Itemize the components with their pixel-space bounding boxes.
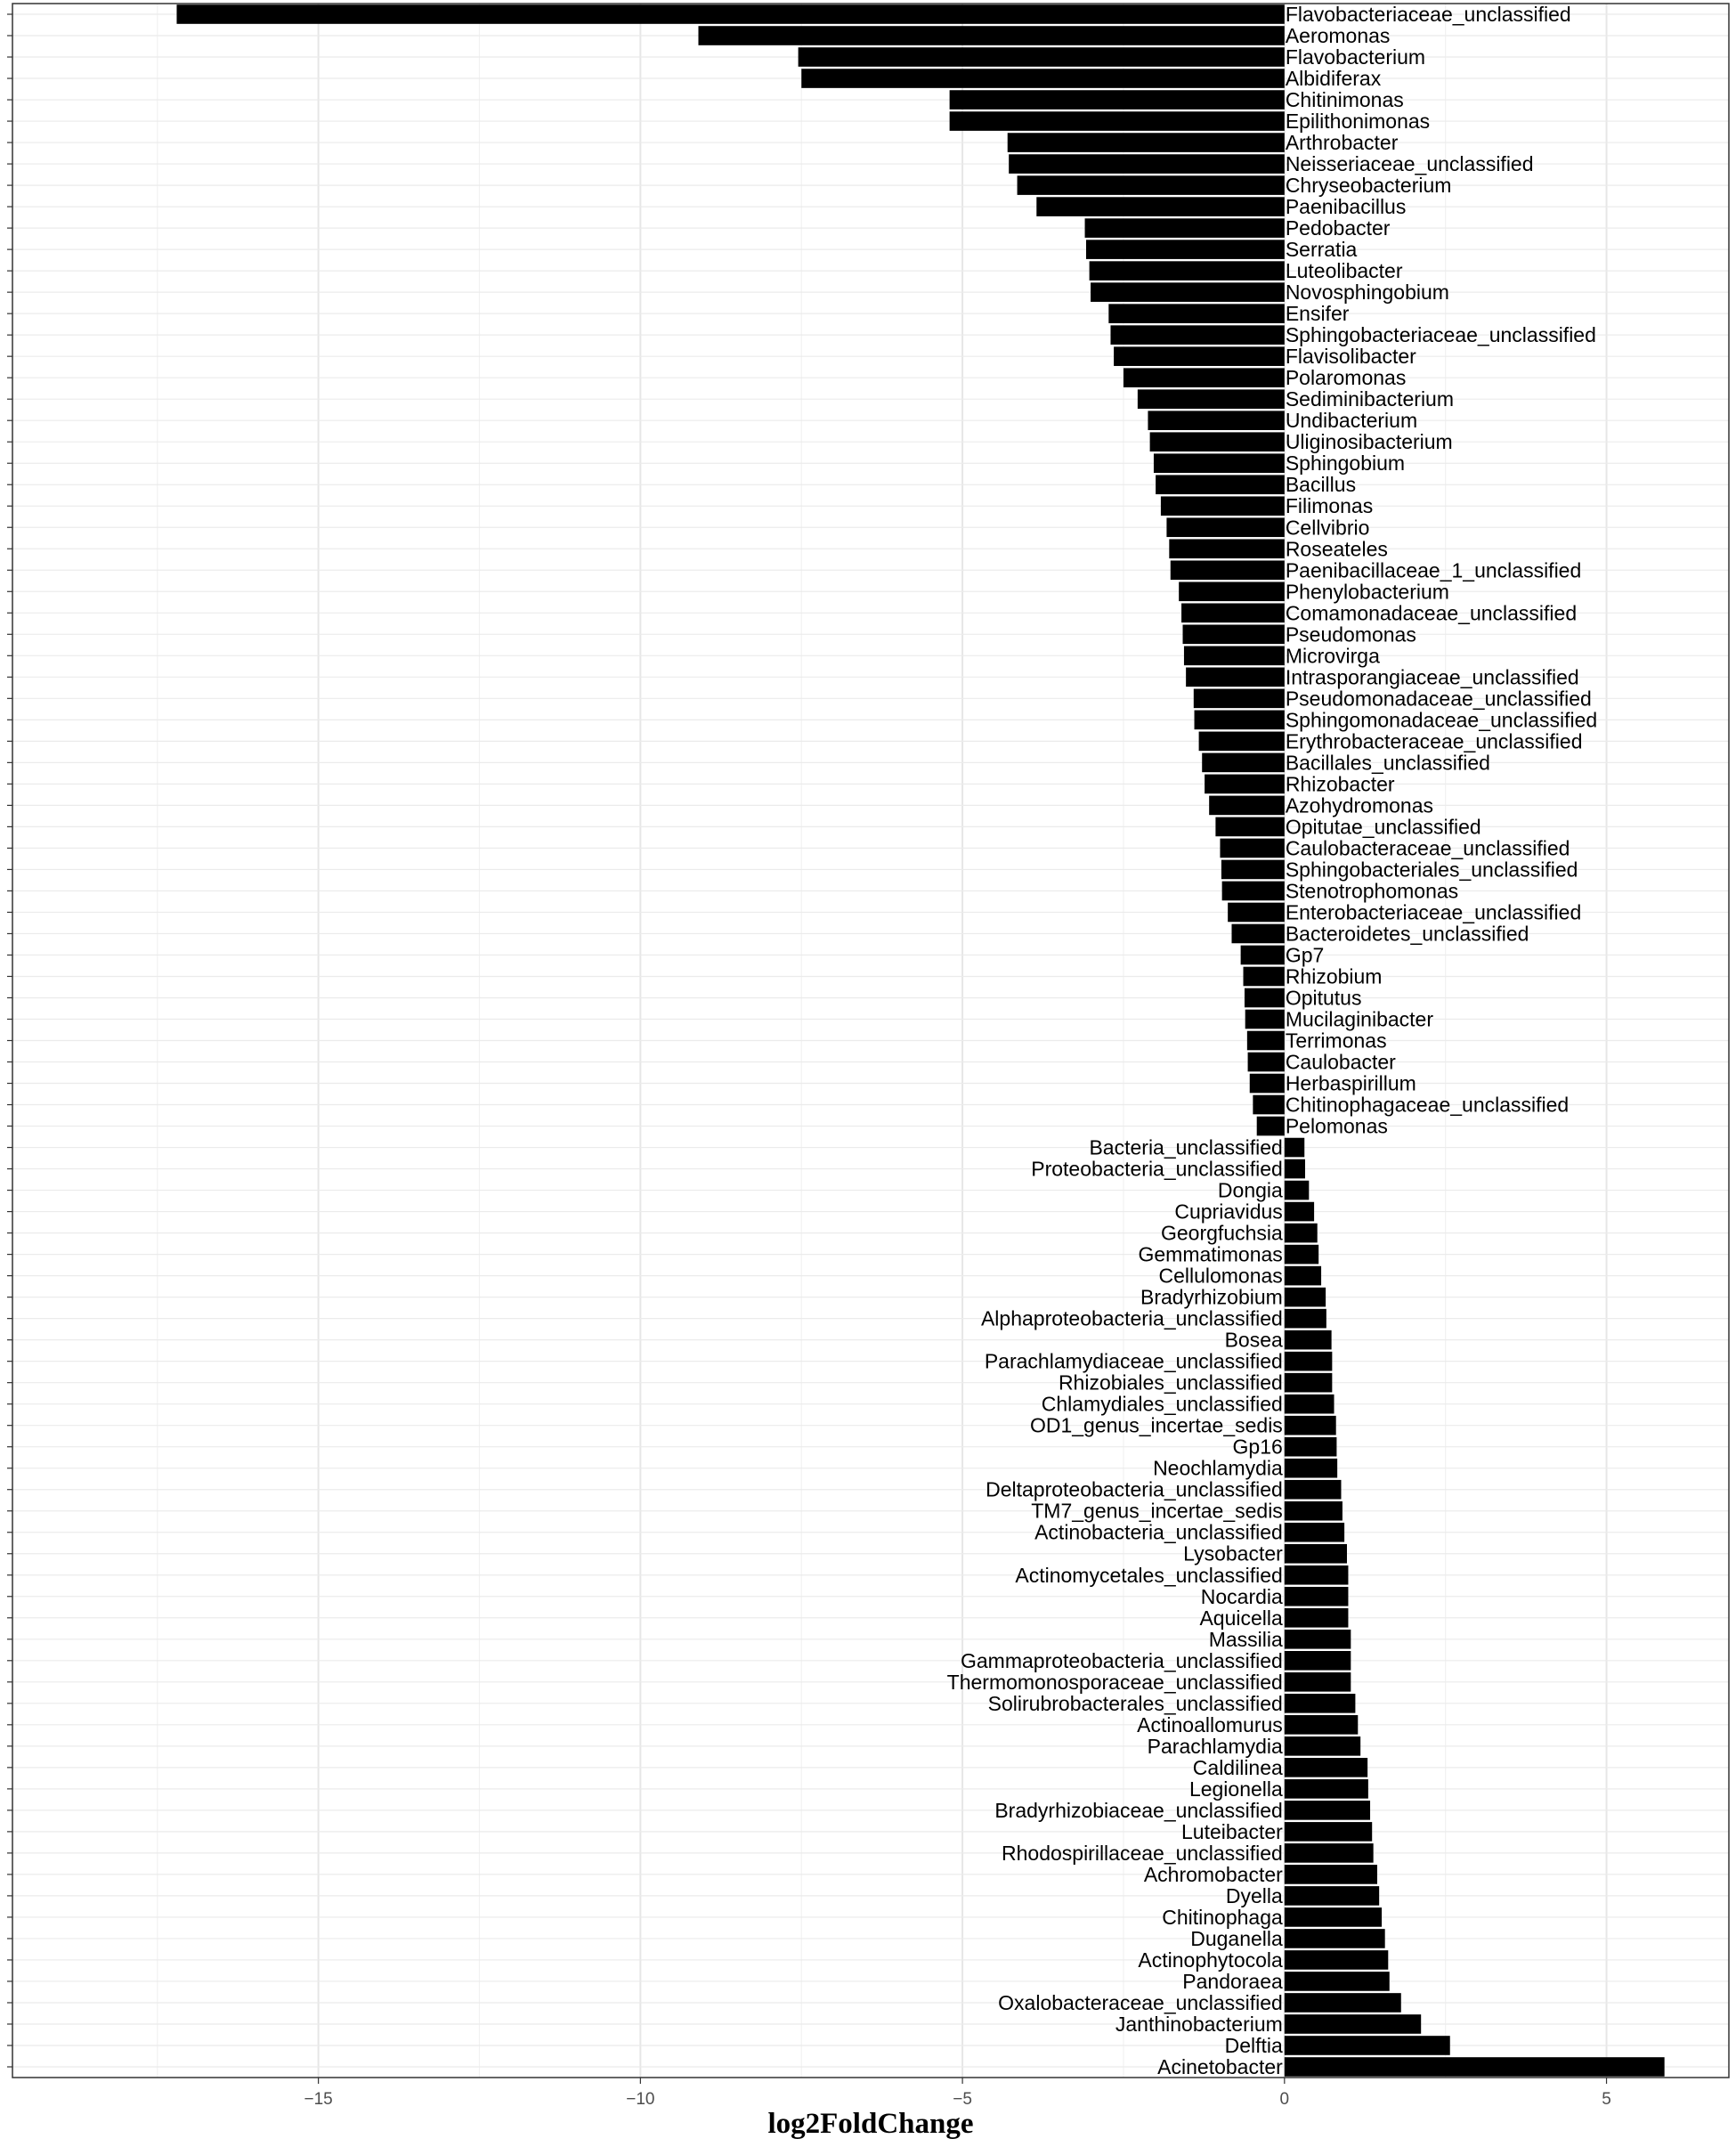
x-tick-label: 0: [1279, 2090, 1290, 2109]
bar-TM7_genus_incertae_sedis: [1285, 1501, 1343, 1521]
bar-Bradyrhizobiaceae_unclassified: [1285, 1801, 1370, 1820]
category-label: Intrasporangiaceae_unclassified: [1285, 665, 1579, 689]
bar-Acinetobacter: [1285, 2057, 1665, 2077]
category-label: Luteibacter: [1181, 1819, 1283, 1843]
category-label: Bacteria_unclassified: [1089, 1135, 1283, 1159]
bar-Cupriavidus: [1285, 1202, 1314, 1222]
category-label: Novosphingobium: [1285, 281, 1449, 305]
category-label: Dongia: [1217, 1178, 1283, 1202]
bar-Pseudomonas: [1183, 624, 1285, 644]
category-label: Actinobacteria_unclassified: [1034, 1520, 1283, 1544]
bar-Bacteria_unclassified: [1285, 1138, 1304, 1158]
bar-Serratia: [1086, 240, 1285, 259]
bar-Caulobacter: [1248, 1053, 1285, 1072]
bar-Rhodospirillaceae_unclassified: [1285, 1843, 1374, 1863]
category-label: Georgfuchsia: [1161, 1221, 1283, 1245]
bar-Luteibacter: [1285, 1822, 1372, 1842]
category-label: Actinophytocola: [1138, 1948, 1283, 1972]
bar-Neisseriaceae_unclassified: [1009, 154, 1285, 174]
bar-Arthrobacter: [1008, 133, 1285, 152]
bar-Paenibacillaceae_1_unclassified: [1171, 560, 1285, 580]
bar-Chlamydiales_unclassified: [1285, 1395, 1334, 1414]
bar-Chitinophaga: [1285, 1907, 1382, 1927]
bar-Chitinimonas: [950, 90, 1285, 110]
bar-Caldilinea: [1285, 1758, 1367, 1777]
bar-Dyella: [1285, 1886, 1379, 1906]
bar-Delftia: [1285, 2036, 1450, 2055]
category-label: Opitutae_unclassified: [1285, 815, 1481, 839]
category-label: Enterobacteriaceae_unclassified: [1285, 900, 1582, 924]
bar-Sediminibacterium: [1138, 389, 1285, 409]
bar-Oxalobacteraceae_unclassified: [1285, 1993, 1401, 2013]
category-label: Sphingobacteriales_unclassified: [1285, 858, 1578, 882]
category-label: Ensifer: [1285, 302, 1350, 326]
bar-Roseateles: [1169, 539, 1284, 558]
category-label: Cellulomonas: [1158, 1264, 1283, 1288]
bar-Novosphingobium: [1091, 282, 1285, 302]
bar-Phenylobacterium: [1179, 581, 1285, 601]
bar-Aquicella: [1285, 1608, 1349, 1628]
category-label: Aquicella: [1199, 1606, 1283, 1630]
category-label: Azohydromonas: [1285, 793, 1434, 817]
category-label: Parachlamydiaceae_unclassified: [984, 1349, 1283, 1373]
category-label: Acinetobacter: [1157, 2054, 1283, 2078]
category-label: Gemmatimonas: [1138, 1242, 1283, 1266]
bar-Aeromonas: [698, 26, 1284, 45]
category-label: Caldilinea: [1192, 1755, 1283, 1779]
bar-Epilithonimonas: [950, 111, 1285, 131]
bar-Gammaproteobacteria_unclassified: [1285, 1651, 1351, 1671]
category-label: Actinomycetales_unclassified: [1015, 1563, 1283, 1587]
bar-Parachlamydiaceae_unclassified: [1285, 1352, 1333, 1371]
bar-Herbaspirillum: [1250, 1074, 1285, 1094]
bar-Actinomycetales_unclassified: [1285, 1566, 1349, 1585]
category-label: Gp7: [1285, 943, 1325, 967]
category-label: Parachlamydia: [1147, 1734, 1283, 1758]
x-tick-label: 5: [1602, 2090, 1611, 2109]
category-label: Neisseriaceae_unclassified: [1285, 152, 1534, 176]
bar-Sphingobacteriaceae_unclassified: [1110, 325, 1284, 345]
category-label: Pelomonas: [1285, 1114, 1388, 1138]
bar-Opitutus: [1245, 988, 1285, 1008]
bar-Caulobacteraceae_unclassified: [1220, 839, 1284, 858]
category-label: Actinoallomurus: [1137, 1712, 1283, 1736]
category-label: TM7_genus_incertae_sedis: [1031, 1499, 1283, 1523]
category-label: Chitinophaga: [1162, 1905, 1283, 1929]
category-label: Alphaproteobacteria_unclassified: [980, 1306, 1283, 1330]
category-label: Bacillus: [1285, 473, 1357, 497]
x-tick-label: −10: [626, 2090, 655, 2109]
category-label: Undibacterium: [1285, 409, 1418, 433]
bar-Bradyrhizobium: [1285, 1288, 1326, 1307]
bar-Comamonadaceae_unclassified: [1181, 603, 1285, 622]
bar-Achromobacter: [1285, 1865, 1377, 1884]
category-label: Comamonadaceae_unclassified: [1285, 601, 1578, 625]
category-label: Nocardia: [1200, 1584, 1283, 1608]
bar-Cellvibrio: [1166, 517, 1284, 537]
bar-Pelomonas: [1257, 1117, 1285, 1136]
category-label: Filimonas: [1285, 494, 1374, 518]
category-label: Duganella: [1190, 1926, 1283, 1950]
category-label: Rhodospirillaceae_unclassified: [1002, 1841, 1283, 1865]
bar-Proteobacteria_unclassified: [1285, 1159, 1305, 1179]
bar-Solirubrobacterales_unclassified: [1285, 1694, 1356, 1713]
category-label: Rhizobium: [1285, 964, 1383, 988]
bar-Duganella: [1285, 1929, 1385, 1948]
category-label: Gp16: [1232, 1435, 1283, 1459]
category-label: Caulobacter: [1285, 1050, 1396, 1074]
category-label: Herbaspirillum: [1285, 1071, 1416, 1095]
category-label: Rhizobacter: [1285, 772, 1395, 796]
category-label: Pandoraea: [1182, 1969, 1283, 1993]
category-label: Proteobacteria_unclassified: [1031, 1157, 1283, 1181]
category-label: Sphingobacteriaceae_unclassified: [1285, 323, 1596, 347]
bar-Dongia: [1285, 1181, 1309, 1200]
category-label: Opitutus: [1285, 986, 1362, 1010]
bar-Georgfuchsia: [1285, 1224, 1318, 1243]
category-label: Neochlamydia: [1153, 1456, 1283, 1480]
bar-Actinobacteria_unclassified: [1285, 1523, 1344, 1542]
category-label: Erythrobacteraceae_unclassified: [1285, 729, 1583, 753]
bar-Thermomonosporaceae_unclassified: [1285, 1672, 1351, 1692]
bar-Pandoraea: [1285, 1972, 1390, 1991]
category-label: Microvirga: [1285, 644, 1380, 668]
category-label: Solirubrobacterales_unclassified: [987, 1691, 1283, 1715]
bar-Gemmatimonas: [1285, 1245, 1318, 1265]
category-label: Oxalobacteraceae_unclassified: [998, 1990, 1283, 2014]
bar-Actinophytocola: [1285, 1950, 1388, 1970]
bar-Actinoallomurus: [1285, 1715, 1358, 1735]
category-label: Paenibacillaceae_1_unclassified: [1285, 558, 1582, 582]
category-label: Pseudomonadaceae_unclassified: [1285, 687, 1592, 711]
bar-Flavobacterium: [799, 47, 1285, 67]
bar-Luteolibacter: [1090, 261, 1285, 281]
category-label: Sphingobium: [1285, 451, 1406, 476]
bar-Gp7: [1241, 946, 1285, 965]
category-label: Deltaproteobacteria_unclassified: [986, 1477, 1283, 1501]
bar-Filimonas: [1161, 496, 1285, 516]
category-label: Sediminibacterium: [1285, 387, 1455, 411]
bar-Bacteroidetes_unclassified: [1231, 924, 1284, 944]
category-label: Flavobacteriaceae_unclassified: [1285, 3, 1571, 27]
bar-Deltaproteobacteria_unclassified: [1285, 1480, 1342, 1500]
bar-Janthinobacterium: [1285, 2014, 1421, 2034]
category-label: Cellvibrio: [1285, 516, 1370, 540]
category-label: Uliginosibacterium: [1285, 430, 1453, 454]
bar-Rhizobiales_unclassified: [1285, 1373, 1333, 1393]
bar-Bacillus: [1156, 475, 1285, 494]
bar-Rhizobacter: [1205, 775, 1285, 794]
category-label: Flavobacterium: [1285, 45, 1426, 69]
category-label: Bosea: [1224, 1328, 1283, 1352]
category-label: Delftia: [1224, 2033, 1283, 2057]
bar-Bacillales_unclassified: [1202, 753, 1285, 773]
bar-Azohydromonas: [1209, 796, 1285, 816]
category-label: Phenylobacterium: [1285, 580, 1449, 604]
category-label: Arthrobacter: [1285, 131, 1399, 155]
bar-Chryseobacterium: [1018, 175, 1285, 195]
category-label: Thermomonosporaceae_unclassified: [946, 1670, 1283, 1694]
bar-Rhizobium: [1244, 967, 1285, 987]
bar-Legionella: [1285, 1779, 1368, 1799]
bar-Intrasporangiaceae_unclassified: [1186, 668, 1285, 687]
bar-Sphingomonadaceae_unclassified: [1195, 711, 1285, 730]
category-label: Lysobacter: [1183, 1541, 1283, 1566]
bar-Opitutae_unclassified: [1215, 817, 1284, 837]
category-label: Bacillales_unclassified: [1285, 751, 1490, 775]
category-label: Gammaproteobacteria_unclassified: [961, 1648, 1283, 1672]
bar-Massilia: [1285, 1630, 1351, 1649]
bar-Pedobacter: [1085, 218, 1285, 238]
bar-Uliginosibacterium: [1150, 432, 1285, 451]
category-label: Terrimonas: [1285, 1029, 1387, 1053]
bar-Nocardia: [1285, 1587, 1349, 1606]
category-label: Legionella: [1188, 1777, 1283, 1801]
category-label: Achromobacter: [1143, 1862, 1283, 1886]
grid-layer: [12, 4, 1729, 2078]
category-label: OD1_genus_incertae_sedis: [1029, 1413, 1283, 1437]
category-label: Janthinobacterium: [1115, 2012, 1283, 2036]
bar-Flavisolibacter: [1114, 346, 1285, 366]
bar-Gp16: [1285, 1437, 1337, 1457]
x-axis-title: log2FoldChange: [767, 2108, 974, 2140]
bar-Sphingobium: [1154, 453, 1285, 473]
category-label: Roseateles: [1285, 537, 1388, 561]
category-label: Serratia: [1285, 238, 1358, 262]
category-label: Aeromonas: [1285, 24, 1391, 48]
bar-Bosea: [1285, 1330, 1332, 1350]
category-label: Caulobacteraceae_unclassified: [1285, 836, 1570, 860]
bar-Erythrobacteraceae_unclassified: [1199, 732, 1285, 752]
x-tick-label: −15: [304, 2090, 333, 2109]
category-label: Mucilaginibacter: [1285, 1007, 1434, 1031]
bar-Alphaproteobacteria_unclassified: [1285, 1309, 1326, 1329]
category-label: Chryseobacterium: [1285, 174, 1452, 198]
category-label: Bradyrhizobiaceae_unclassified: [994, 1798, 1283, 1822]
category-label: Pseudomonas: [1285, 622, 1416, 647]
category-label: Albidiferax: [1285, 67, 1382, 91]
category-label: Rhizobiales_unclassified: [1058, 1370, 1283, 1395]
category-label: Paenibacillus: [1285, 195, 1407, 219]
category-label: Chlamydiales_unclassified: [1041, 1392, 1283, 1416]
bar-Lysobacter: [1285, 1544, 1347, 1564]
x-tick-label: −5: [953, 2090, 972, 2109]
bar-Undibacterium: [1148, 411, 1284, 430]
bar-Polaromonas: [1124, 368, 1285, 387]
category-label: Polaromonas: [1285, 366, 1407, 390]
category-label: Massilia: [1208, 1627, 1283, 1651]
bar-Enterobacteriaceae_unclassified: [1228, 903, 1285, 923]
bar-Cellulomonas: [1285, 1266, 1321, 1286]
category-label: Pedobacter: [1285, 216, 1391, 240]
bar-Ensifer: [1108, 304, 1285, 323]
bar-Pseudomonadaceae_unclassified: [1194, 689, 1285, 709]
bar-Neochlamydia: [1285, 1459, 1337, 1478]
category-label: Luteolibacter: [1285, 259, 1403, 283]
bar-Terrimonas: [1247, 1031, 1285, 1051]
category-label: Flavisolibacter: [1285, 345, 1416, 369]
bar-Stenotrophomonas: [1222, 882, 1285, 901]
category-label: Chitinophagaceae_unclassified: [1285, 1093, 1570, 1117]
category-label: Sphingomonadaceae_unclassified: [1285, 708, 1598, 732]
bar-Parachlamydia: [1285, 1736, 1360, 1756]
bar-Albidiferax: [801, 69, 1285, 88]
bar-Paenibacillus: [1036, 197, 1285, 216]
bar-OD1_genus_incertae_sedis: [1285, 1416, 1336, 1435]
bar-Microvirga: [1184, 647, 1285, 666]
category-label: Bacteroidetes_unclassified: [1285, 922, 1529, 946]
category-label: Dyella: [1225, 1883, 1283, 1907]
category-label: Bradyrhizobium: [1140, 1285, 1283, 1309]
bar-Chitinophagaceae_unclassified: [1253, 1095, 1284, 1115]
category-label: Cupriavidus: [1174, 1200, 1283, 1224]
bar-Flavobacteriaceae_unclassified: [176, 4, 1284, 24]
category-label: Chitinimonas: [1285, 88, 1404, 112]
category-label: Stenotrophomonas: [1285, 879, 1459, 903]
bar-Sphingobacteriales_unclassified: [1221, 860, 1285, 880]
category-label: Epilithonimonas: [1285, 110, 1431, 134]
bar-Mucilaginibacter: [1245, 1010, 1285, 1029]
